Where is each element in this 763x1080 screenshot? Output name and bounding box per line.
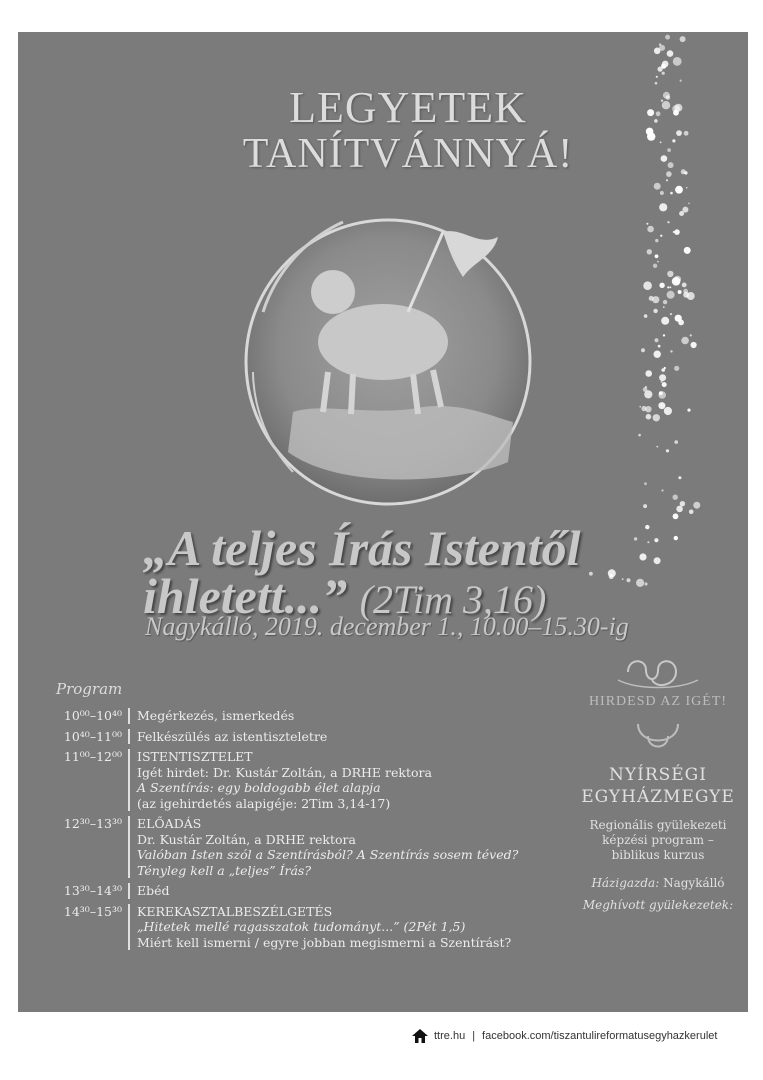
home-icon bbox=[412, 1029, 428, 1043]
sparkle-dot bbox=[643, 504, 647, 508]
program-line: KEREKASZTALBESZÉLGETÉS bbox=[137, 903, 333, 919]
sparkle-dot bbox=[674, 440, 678, 444]
footer-facebook-link[interactable]: facebook.com/tiszantulireformatusegyhazkerulet bbox=[482, 1030, 718, 1042]
quote-line2: ihletett...” bbox=[143, 568, 348, 624]
program-line: Ebéd bbox=[137, 883, 170, 898]
sparkle-dot bbox=[674, 276, 681, 283]
program-line: „Hitetek mellé ragasszatok tudományt...” (2Pét 1,5) bbox=[137, 919, 466, 934]
quote-line1: „A teljes Írás Istentől bbox=[143, 520, 581, 576]
sparkle-dot bbox=[638, 434, 641, 437]
sparkle-dot bbox=[670, 350, 672, 352]
sparkle-dot bbox=[655, 254, 659, 258]
sparkle-dot bbox=[655, 239, 658, 242]
program-line: Tényleg kell a „teljes” Írás? bbox=[137, 862, 312, 878]
sparkle-dot bbox=[670, 287, 672, 289]
sparkle-dot bbox=[643, 281, 652, 290]
program-line: Valóban Isten szól a Szentírásból? A Szentírás sosem téved? bbox=[137, 847, 519, 862]
bible-quote bbox=[143, 520, 581, 624]
sparkle-dot bbox=[658, 345, 661, 348]
program-heading: Program bbox=[56, 680, 123, 698]
sparkle-dot bbox=[653, 309, 657, 313]
sparkle-dot bbox=[644, 582, 647, 585]
sparkle-dot bbox=[644, 314, 648, 318]
sparkle-dot bbox=[674, 366, 679, 371]
sparkle-dot bbox=[646, 414, 652, 420]
sparkle-dot bbox=[667, 291, 675, 299]
host-info bbox=[558, 876, 748, 890]
sparkle-dot bbox=[659, 43, 661, 45]
sparkle-dot bbox=[684, 247, 691, 254]
program-details bbox=[128, 749, 432, 811]
program-row bbox=[54, 904, 574, 951]
sparkle-dot bbox=[691, 342, 697, 348]
sparkle-dot bbox=[660, 191, 664, 195]
sparkle-dot bbox=[678, 320, 684, 326]
diocese-name bbox=[558, 764, 748, 808]
program-time: 11⁰⁰–12⁰⁰ bbox=[63, 749, 122, 764]
sparkle-dot bbox=[654, 538, 658, 542]
sparkle-dot bbox=[674, 229, 680, 235]
desc-line2: képzési program – bbox=[602, 833, 714, 847]
sparkle-dot bbox=[664, 407, 672, 415]
sparkle-dot bbox=[661, 381, 663, 383]
sparkle-dot bbox=[647, 249, 652, 254]
host-label: Házigazda: bbox=[591, 876, 660, 890]
sparkle-dot bbox=[654, 183, 661, 190]
sparkle-dot bbox=[667, 271, 673, 277]
sparkle-dot bbox=[639, 553, 646, 560]
sparkle-dot bbox=[676, 506, 683, 513]
sparkle-dot bbox=[673, 495, 678, 500]
sparkle-dot bbox=[675, 186, 683, 194]
sparkle-dot bbox=[678, 290, 682, 294]
sparkle-dot bbox=[681, 337, 689, 345]
program-time: 10⁴⁰–11⁰⁰ bbox=[63, 728, 122, 744]
sparkle-dot bbox=[662, 72, 665, 75]
program-time: 14³⁰–15³⁰ bbox=[63, 903, 122, 919]
sparkle-dot bbox=[693, 502, 700, 509]
sparkle-dot bbox=[689, 510, 694, 515]
program-row bbox=[54, 729, 574, 745]
sparkle-dot bbox=[660, 235, 662, 237]
program-line: Megérkezés, ismerkedés bbox=[137, 708, 295, 723]
sparkle-dot bbox=[647, 541, 649, 543]
sparkle-dot bbox=[645, 370, 652, 377]
sparkle-dot bbox=[622, 578, 624, 580]
sparkle-dot bbox=[664, 367, 666, 369]
sparkle-dot bbox=[646, 223, 648, 225]
diocese-line1: NYÍRSÉGI bbox=[609, 765, 707, 785]
program-line: Dr. Kustár Zoltán, a DRHE rektora bbox=[137, 831, 356, 847]
diocese-line2: EGYHÁZMEGYE bbox=[581, 787, 735, 807]
sparkle-dot bbox=[639, 406, 641, 408]
footer bbox=[412, 1029, 717, 1043]
sparkle-dot bbox=[680, 501, 685, 506]
footer-separator: | bbox=[472, 1030, 476, 1042]
sparkle-dot bbox=[667, 221, 669, 223]
sparkle-dot bbox=[690, 334, 692, 336]
invited-congregations-label: Meghívott gyülekezetek: bbox=[582, 898, 734, 912]
sparkle-dot bbox=[674, 536, 678, 540]
sparkle-dot bbox=[652, 296, 659, 303]
sparkle-dot bbox=[641, 348, 645, 352]
sparkle-dot bbox=[663, 306, 665, 308]
ornament-lower-icon bbox=[558, 716, 748, 756]
sparkle-dot bbox=[659, 283, 664, 288]
sparkle-dot bbox=[636, 579, 644, 587]
sparkle-dot bbox=[659, 203, 667, 211]
sparkle-dot bbox=[658, 391, 666, 399]
sparkle-dot bbox=[665, 35, 670, 40]
sparkle-dot bbox=[654, 351, 661, 358]
program-row bbox=[54, 816, 574, 878]
program-row bbox=[54, 708, 574, 724]
sparkle-dot bbox=[678, 476, 681, 479]
program-details bbox=[128, 729, 327, 745]
sparkle-dot bbox=[644, 390, 652, 398]
footer-site-link[interactable]: ttre.hu bbox=[434, 1030, 466, 1042]
sparkle-dot bbox=[673, 513, 679, 519]
sparkle-dot bbox=[659, 45, 665, 51]
sparkle-dot bbox=[608, 569, 616, 577]
program-line: (az igehirdetés alapigéje: 2Tim 3,14-17) bbox=[137, 795, 391, 811]
host-value: Nagykálló bbox=[663, 876, 725, 890]
desc-line1: Regionális gyülekezeti bbox=[589, 818, 727, 832]
program-line: ISTENTISZTELET bbox=[137, 749, 253, 764]
sparkle-dot bbox=[670, 192, 673, 195]
sparkle-dot bbox=[662, 382, 667, 387]
sparkle-dot bbox=[647, 226, 654, 233]
program-line: Felkészülés az istentiszteletre bbox=[137, 728, 328, 744]
event-poster bbox=[18, 32, 748, 1012]
sparkle-dot bbox=[663, 334, 665, 336]
sparkle-dot bbox=[683, 289, 688, 294]
program-description bbox=[558, 818, 748, 863]
sparkle-dot bbox=[627, 578, 631, 582]
sparkle-dot bbox=[663, 300, 667, 304]
sparkle-dot bbox=[656, 76, 658, 78]
sparkle-dot bbox=[658, 67, 663, 72]
program-details bbox=[128, 816, 518, 878]
sparkle-dot bbox=[661, 317, 669, 325]
sparkle-dot bbox=[657, 261, 659, 263]
sparkle-dot bbox=[653, 264, 657, 268]
place-date: Nagykálló, 2019. december 1., 10.00–15.30-ig bbox=[145, 612, 629, 641]
sparkle-dot bbox=[644, 482, 647, 485]
sparkle-dot bbox=[666, 449, 669, 452]
program-row bbox=[54, 749, 574, 811]
sparkle-dot bbox=[680, 36, 686, 42]
program-details bbox=[128, 904, 511, 951]
sparkle-dot bbox=[656, 446, 658, 448]
sparkle-dot bbox=[589, 572, 593, 576]
sparkle-dot bbox=[673, 57, 682, 66]
sparkle-dot bbox=[667, 50, 674, 57]
sparkle-dot bbox=[645, 525, 649, 529]
sparkle-dot bbox=[682, 283, 687, 288]
sparkle-dot bbox=[653, 414, 660, 421]
program-time: 10⁰⁰–10⁴⁰ bbox=[63, 708, 122, 723]
program-line: ELŐADÁS bbox=[137, 816, 202, 831]
program-time: 12³⁰–13³⁰ bbox=[63, 816, 122, 831]
program-line: Igét hirdet: Dr. Kustár Zoltán, a DRHE rektora bbox=[137, 764, 432, 780]
sparkle-dot bbox=[658, 402, 665, 409]
sparkle-dot bbox=[655, 338, 659, 342]
sparkle-dot bbox=[687, 292, 695, 300]
lamb-medallion-icon bbox=[223, 202, 543, 522]
sparkle-dot bbox=[687, 409, 690, 412]
sparkle-dot bbox=[686, 187, 688, 189]
sparkle-dot bbox=[688, 203, 690, 205]
quote-reference: (2Tim 3,16) bbox=[359, 577, 547, 622]
sparkle-dot bbox=[661, 489, 663, 491]
program-line: A Szentírás: egy boldogabb élet alapja bbox=[137, 780, 381, 795]
poster-title-line2: TANÍTVÁNNYÁ! bbox=[242, 131, 574, 177]
program-list bbox=[54, 708, 574, 955]
sparkle-dot bbox=[659, 374, 666, 381]
sparkle-dot bbox=[645, 406, 651, 412]
program-time: 13³⁰–14³⁰ bbox=[63, 883, 122, 898]
ornament-icon bbox=[558, 650, 748, 694]
sparkle-dot bbox=[670, 313, 672, 315]
hirdesd-logo-text: HIRDESD AZ IGÉT! bbox=[588, 694, 728, 709]
program-row bbox=[54, 883, 574, 899]
poster-title-line1: LEGYETEK bbox=[289, 83, 527, 132]
sparkle-dot bbox=[634, 537, 637, 540]
sparkle-dot bbox=[679, 211, 684, 216]
sparkle-dot bbox=[654, 557, 661, 564]
sparkle-dot bbox=[666, 179, 668, 181]
sparkle-dot bbox=[645, 386, 647, 388]
program-line: Miért kell ismerni / egyre jobban megismerni a Szentírást? bbox=[137, 934, 512, 950]
program-details bbox=[128, 708, 294, 724]
sparkle-dot bbox=[667, 286, 669, 288]
desc-line3: biblikus kurzus bbox=[611, 848, 705, 862]
program-details bbox=[128, 883, 170, 899]
